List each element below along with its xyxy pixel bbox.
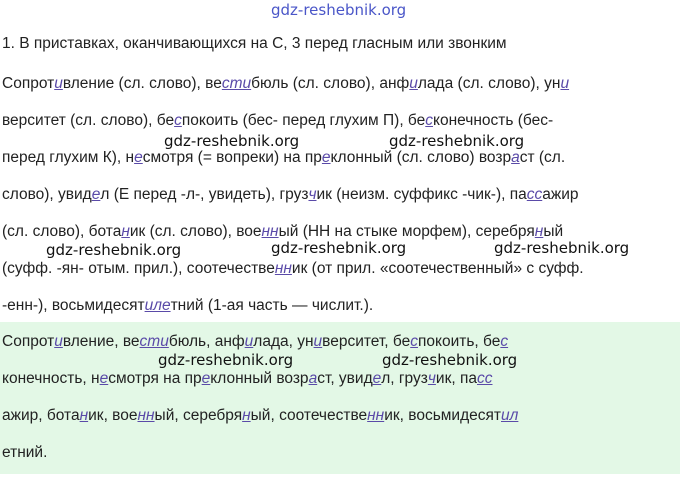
text-segment: етний. — [2, 444, 48, 461]
rule-heading: 1. В приставках, оканчивающихся на С, 3 перед гласным или звонким — [2, 35, 507, 52]
text-segment: ажир — [542, 186, 579, 203]
text-segment: бюль, анф — [168, 333, 245, 350]
text-segment: смотря (= вопреки) на пр — [142, 149, 322, 166]
text-segment: перед глухим К), н — [2, 149, 135, 166]
text-segment: ст (сл. — [519, 149, 566, 166]
text-segment: -енн-), восьмидесят — [2, 297, 145, 314]
text-segment: л (Е перед -л-, увидеть), груз — [100, 186, 309, 203]
text-segment: ый (НН на стыке морфем), серебря — [278, 223, 535, 240]
text-segment: лада, ун — [253, 333, 314, 350]
highlighted-letter: е — [372, 370, 382, 387]
text-segment: покоить, бе — [417, 333, 501, 350]
text-segment: конечность, н — [2, 370, 100, 387]
text-segment: ик (сл. слово), вое — [129, 223, 262, 240]
text-segment: покоить (бес- перед глухим П), бе — [181, 112, 426, 129]
highlighted-letter: ч — [427, 370, 436, 387]
highlighted-letter: и — [242, 75, 252, 92]
highlighted-letter: нн — [274, 260, 292, 277]
highlighted-letter: нн — [137, 407, 155, 424]
text-segment: слово), увид — [2, 186, 92, 203]
highlighted-letter: н — [121, 223, 130, 240]
highlighted-letter: нн — [367, 407, 385, 424]
highlighted-letter: и — [160, 333, 169, 350]
highlighted-letter: и — [560, 75, 570, 92]
highlighted-letter: ст — [139, 333, 161, 350]
text-segment: ст, увид — [317, 370, 373, 387]
answer_lines-line — [2, 404, 678, 441]
highlighted-letter: е — [99, 370, 109, 387]
answer_lines-line — [2, 367, 678, 404]
text-segment: л, груз — [381, 370, 428, 387]
text-segment: клонный (сл. слово) возр — [330, 149, 512, 166]
watermark: gdz-reshebnik.org — [164, 132, 300, 150]
text-segment: ик, восьмидесят — [384, 407, 501, 424]
explanation_lines-line — [2, 257, 678, 294]
highlighted-letter: е — [201, 370, 211, 387]
explanation_lines-line — [2, 72, 678, 109]
text-segment: ик (от прил. «соотечественный» с суфф. — [291, 260, 584, 277]
highlighted-letter: и — [313, 333, 323, 350]
watermark: gdz-reshebnik.org — [158, 351, 294, 369]
highlighted-letter: нн — [261, 223, 279, 240]
highlighted-letter: е — [91, 186, 101, 203]
highlighted-letter: с — [410, 333, 418, 350]
highlighted-letter: н — [534, 223, 544, 240]
explanation_lines-line — [2, 146, 678, 183]
watermark: gdz-reshebnik.org — [271, 239, 407, 257]
text-segment: верситет, бе — [322, 333, 411, 350]
highlighted-letter: ст — [221, 75, 243, 92]
explanation_lines-line — [2, 109, 678, 146]
text-segment: ый, серебря — [154, 407, 243, 424]
text-segment: ый, соотечестве — [250, 407, 368, 424]
text-segment: (суфф. -ян- отым. прил.), соотечестве — [2, 260, 275, 277]
text-segment: ый — [543, 223, 564, 240]
watermark: gdz-reshebnik.org — [46, 241, 182, 259]
text-segment: смотря на пр — [108, 370, 202, 387]
highlighted-letter: иле — [144, 297, 171, 314]
text-segment: вление (сл. слово), ве — [62, 75, 222, 92]
text-segment: Сопрот — [2, 333, 55, 350]
text-segment: конечность (бес- — [433, 112, 554, 129]
text-segment: бюль (сл. слово), анф — [251, 75, 410, 92]
highlighted-letter: сс — [526, 186, 543, 203]
text-segment: ик, па — [435, 370, 477, 387]
text-segment: (сл. слово), бота — [2, 223, 122, 240]
answer-paragraph — [2, 330, 678, 478]
text-segment: клонный возр — [210, 370, 309, 387]
highlighted-letter: с — [425, 112, 434, 129]
watermark-top: gdz-reshebnik.org — [271, 1, 407, 19]
highlighted-letter: н — [242, 407, 251, 424]
highlighted-letter: е — [321, 149, 331, 166]
explanation-paragraph — [2, 72, 678, 331]
highlighted-letter: сс — [476, 370, 493, 387]
text-segment: ик, вое — [88, 407, 138, 424]
explanation_lines-line — [2, 294, 678, 331]
watermark: gdz-reshebnik.org — [389, 132, 525, 150]
answer_lines-line — [2, 330, 678, 367]
highlighted-letter: с — [500, 333, 509, 350]
text-segment: тний (1-ая часть — числит.). — [170, 297, 374, 314]
watermark: gdz-reshebnik.org — [494, 239, 630, 257]
highlighted-letter: н — [79, 407, 89, 424]
text-segment: лада (сл. слово), ун — [417, 75, 561, 92]
highlighted-letter: а — [511, 149, 520, 166]
text-segment: ажир, бота — [2, 407, 80, 424]
text-segment: ик (неизм. суффикс -чик-), па — [316, 186, 527, 203]
watermark: gdz-reshebnik.org — [382, 351, 518, 369]
highlighted-letter: и — [54, 333, 63, 350]
highlighted-letter: и — [244, 333, 254, 350]
highlighted-letter: а — [308, 370, 318, 387]
highlighted-letter: е — [134, 149, 143, 166]
highlighted-letter: и — [54, 75, 63, 92]
answer_lines-line — [2, 441, 678, 478]
text-segment: верситет (сл. слово), бе — [2, 112, 175, 129]
explanation_lines-line — [2, 183, 678, 220]
text-segment: Сопрот — [2, 75, 55, 92]
highlighted-letter: ил — [501, 407, 519, 424]
highlighted-letter: ч — [308, 186, 317, 203]
text-segment: вление, ве — [62, 333, 140, 350]
highlighted-letter: и — [409, 75, 418, 92]
highlighted-letter: с — [174, 112, 182, 129]
